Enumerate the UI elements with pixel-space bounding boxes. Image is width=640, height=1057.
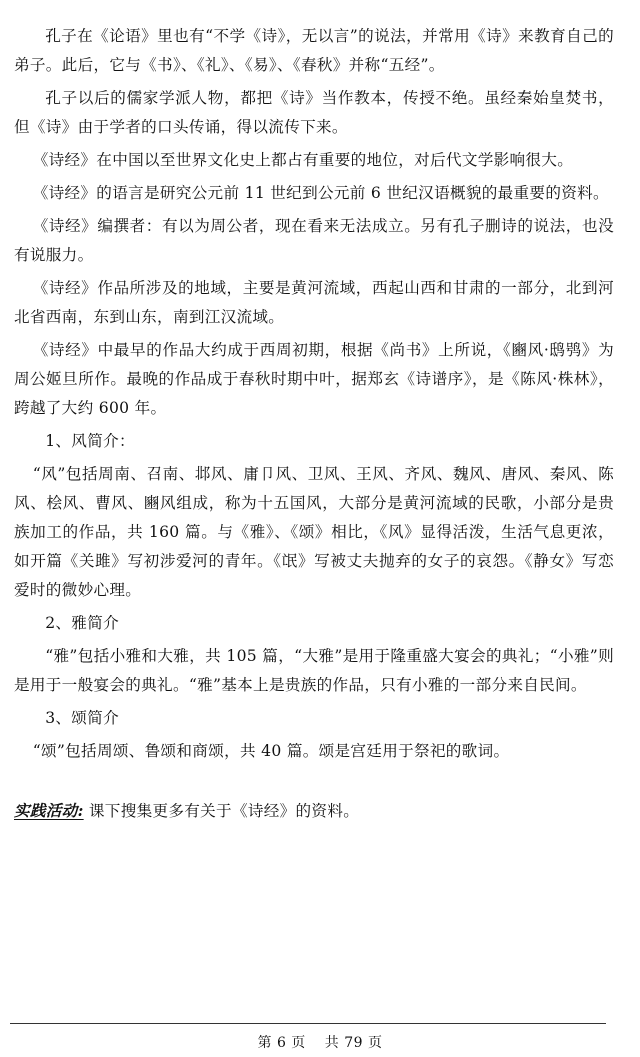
heading-song: 3、颂简介 xyxy=(45,709,119,727)
practice-activity xyxy=(14,796,614,826)
paragraph-song-intro: “颂”包括周颂、鲁颂和商颂，共 40 篇。颂是宫廷用于祭祀的歌词。 xyxy=(32,742,510,760)
page-footer xyxy=(0,1032,640,1052)
paragraph-cultural-status: 《诗经》在中国以至世界文化史上都占有重要的地位，对后代文学影响很大。 xyxy=(32,151,574,169)
paragraph-region: 《诗经》作品所涉及的地域，主要是黄河流域，西起山西和甘肃的一部分，北到河北省西南，东到山东，南到江汉流域。 xyxy=(14,279,614,326)
page-number: 第 6 页 xyxy=(257,1035,306,1051)
practice-activity-label: 实践活动: xyxy=(14,801,84,820)
paragraph-ya-intro: “雅”包括小雅和大雅，共 105 篇，“大雅”是用于隆重盛大宴会的典礼；“小雅”则是用于一般宴会的典礼。“雅”基本上是贵族的作品，只有小雅的一部分来自民间。 xyxy=(14,647,614,694)
paragraph-compiler: 《诗经》编撰者：有以为周公者，现在看来无法成立。另有孔子删诗的说法，也没有说服力。 xyxy=(14,217,614,264)
heading-ya: 2、雅简介 xyxy=(45,614,119,632)
heading-feng: 1、风简介： xyxy=(45,432,135,450)
footer-divider xyxy=(10,1023,606,1024)
practice-activity-text: 课下搜集更多有关于《诗经》的资料。 xyxy=(88,802,360,820)
paragraph-feng-intro: “风”包括周南、召南、邶风、庸卩风、卫风、王风、齐风、魏风、唐风、秦风、陈风、桧风、曹风、豳风组成，称为十五国风，大部分是黄河流域的民歌，小部分是贵族加工的作品，共 160 篇。与《雅》、《颂》相比，《风》显得活泼，生活气息更浓，如开篇《关雎》写初涉爱河的青年。《氓》写被丈夫抛弃的女子的哀怨。《静女》写恋爱时的微妙心理。 xyxy=(14,465,614,599)
paragraph-time-span: 《诗经》中最早的作品大约成于西周初期，根据《尚书》上所说，《豳风·鸱鸮》为周公姬旦所作。最晚的作品成于春秋时期中叶，据郑玄《诗谱序》，是《陈风·株林》，跨越了大约 600 年。 xyxy=(14,341,614,417)
paragraph-confucius-analects: 孔子在《论语》里也有“不学《诗》，无以言”的说法，并常用《诗》来教育自己的弟子。此后，它与《书》、《礼》、《易》、《春秋》并称“五经”。 xyxy=(14,27,614,74)
page-total: 共 79 页 xyxy=(324,1035,383,1051)
document-body xyxy=(14,22,614,830)
paragraph-confucian-school: 孔子以后的儒家学派人物，都把《诗》当作教本，传授不绝。虽经秦始皇焚书，但《诗》由于学者的口头传诵，得以流传下来。 xyxy=(14,89,614,136)
paragraph-language-value: 《诗经》的语言是研究公元前 11 世纪到公元前 6 世纪汉语概貌的最重要的资料。 xyxy=(32,184,609,202)
